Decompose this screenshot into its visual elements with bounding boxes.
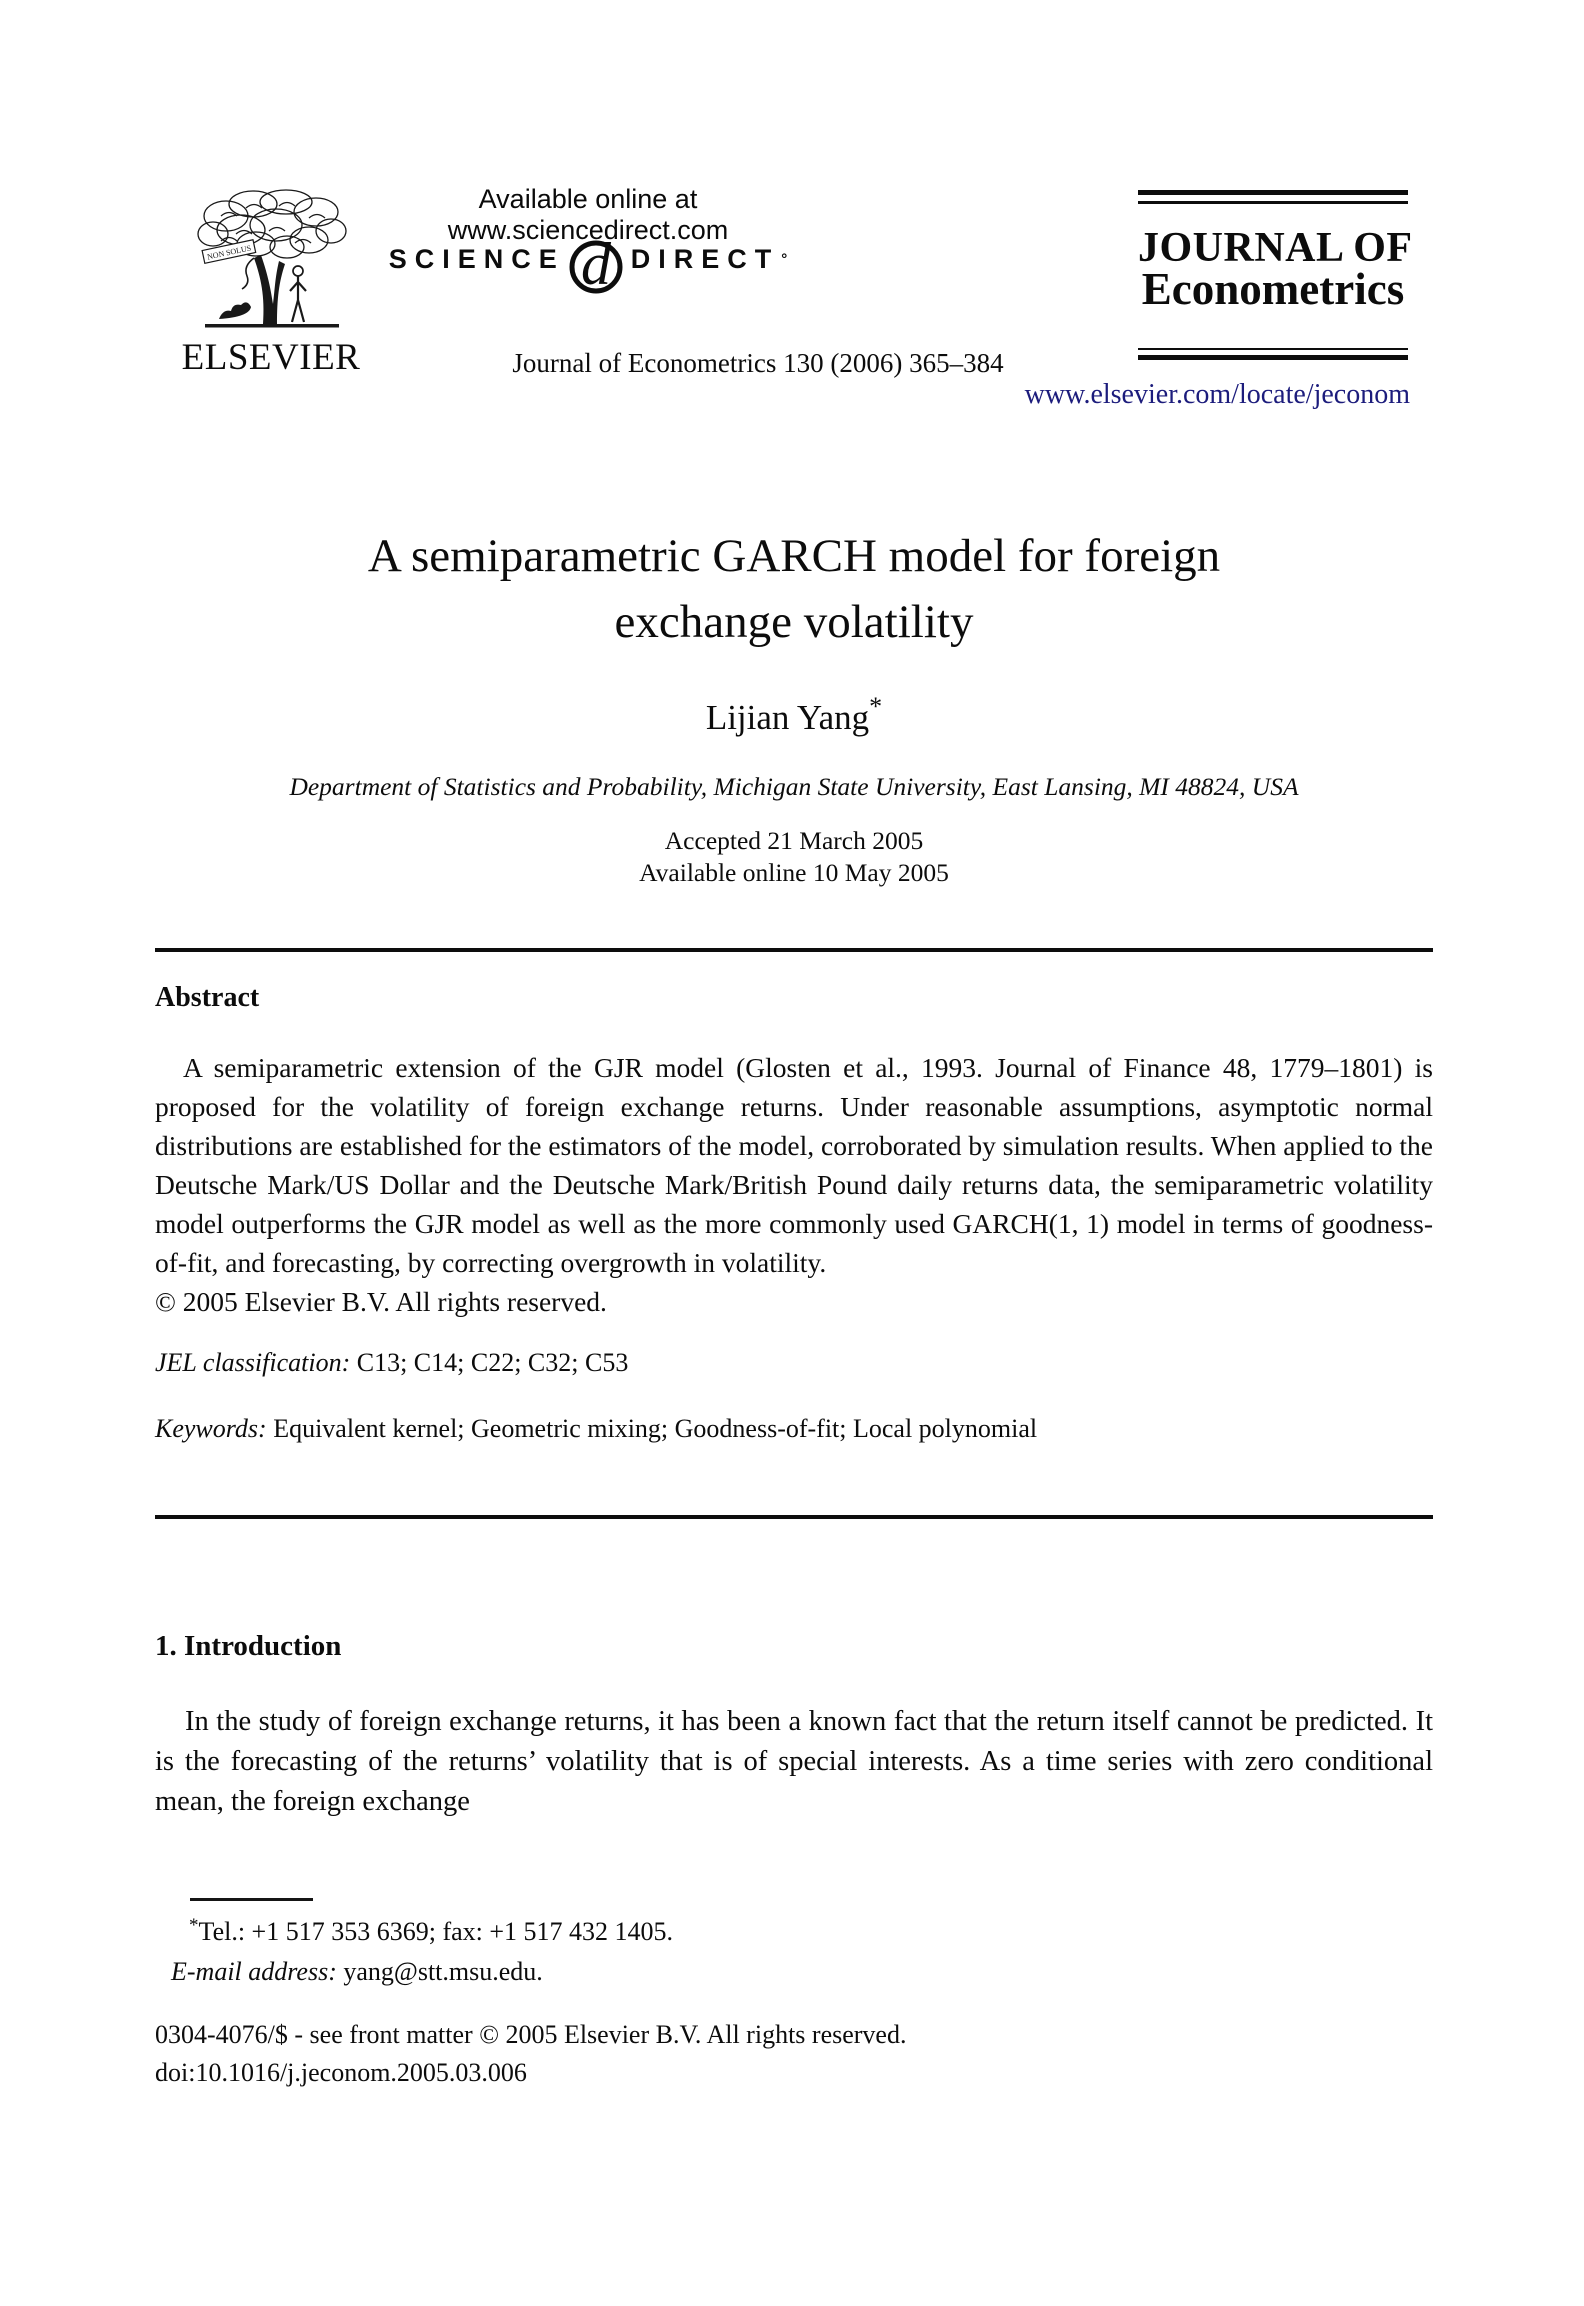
author-name: [155, 692, 1433, 738]
article-title: [155, 523, 1433, 655]
abstract-block: [155, 1048, 1433, 1444]
keywords-bottom-rule: [155, 1515, 1433, 1519]
footnote-rule: [190, 1898, 313, 1901]
footnote-email-line: [155, 1952, 1155, 1992]
masthead-rule-top-thick: [1138, 190, 1408, 195]
footnote-telephone-line: [155, 1906, 1155, 1952]
imprint-block: [155, 2016, 1255, 2092]
jel-label: JEL classification:: [155, 1348, 351, 1377]
masthead-title-line1: JOURNAL OF: [1138, 224, 1413, 271]
author-affiliation: Department of Statistics and Probability, Michigan State University, East Lansing, MI 48824, USA: [289, 772, 1299, 801]
available-online-line: Available online at www.sciencedirect.com: [447, 184, 729, 245]
masthead-rule-bottom-thin: [1138, 348, 1408, 351]
elsevier-logo: [188, 186, 354, 341]
article-title-line2: exchange volatility: [614, 596, 974, 648]
svg-text:d: d: [580, 231, 611, 296]
footnote-mark: *: [189, 1915, 199, 1936]
footnote-block: [155, 1906, 1155, 1992]
journal-homepage-link[interactable]: www.elsevier.com/locate/jeconom: [1024, 379, 1410, 410]
available-online-date-line: Available online 10 May 2005: [639, 858, 949, 887]
masthead-title-line2: Econometrics: [1141, 263, 1405, 314]
abstract-heading: Abstract: [155, 982, 260, 1013]
journal-citation-line: Journal of Econometrics 130 (2006) 365–384: [512, 348, 1004, 378]
issn-copyright-line: 0304-4076/$ - see front matter © 2005 Elsevier B.V. All rights reserved.: [155, 2020, 907, 2049]
doi-line: doi:10.1016/j.jeconom.2005.03.006: [155, 2058, 527, 2087]
sciencedirect-logo: [338, 222, 838, 296]
jel-codes: C13; C14; C22; C32; C53: [356, 1348, 629, 1377]
masthead-rule-top-thin: [1138, 201, 1408, 204]
keywords-list: Equivalent kernel; Geometric mixing; Goodness-of-fit; Local polynomial: [273, 1414, 1038, 1443]
article-title-line1: A semiparametric GARCH model for foreign: [367, 530, 1221, 582]
science-wordmark: SCIENCE: [388, 243, 565, 274]
email-label: E-mail address:: [171, 1957, 337, 1986]
direct-trademark-dot: °: [781, 250, 788, 268]
direct-wordmark: DIRECT: [630, 243, 780, 274]
section-heading-introduction: 1. Introduction: [155, 1630, 342, 1662]
author-name-text: Lijian Yang: [705, 698, 870, 737]
abstract-copyright-line: © 2005 Elsevier B.V. All rights reserved.: [155, 1286, 607, 1317]
abstract-paragraph: A semiparametric extension of the GJR model (Glosten et al., 1993. Journal of Finance 48, 1779–1801) is proposed for the volatility of foreign exchange returns. Under reasonable assumptions, asymptotic normal distributions are established for the estimators of the model, corroborated by simulation results. When applied to the Deutsche Mark/US Dollar and the Deutsche Mark/British Pound daily returns data, the semiparametric volatility model outperforms the GJR model as well as the more commonly used GARCH(1, 1) model in terms of goodness-of-fit, and forecasting, by correcting overgrowth in volatility.: [155, 1052, 1433, 1278]
journal-masthead: [1138, 190, 1413, 360]
non-solus-banner: NON SOLUS: [206, 243, 252, 262]
elsevier-tree-icon: [188, 186, 354, 336]
email-address: yang@stt.msu.edu.: [343, 1957, 543, 1986]
jel-classification-line: [155, 1348, 1433, 1378]
footnote-telephone-text: Tel.: +1 517 353 6369; fax: +1 517 432 1405.: [198, 1917, 674, 1946]
masthead-rule-bottom-thick: [1138, 355, 1408, 360]
circled-d-icon: [567, 222, 629, 296]
abstract-top-rule: [155, 948, 1433, 952]
keywords-label: Keywords:: [155, 1414, 267, 1443]
author-footnote-mark: *: [869, 692, 883, 721]
keywords-line: [155, 1414, 1433, 1444]
introduction-paragraph: In the study of foreign exchange returns, it has been a known fact that the return itself cannot be predicted. It is the forecasting of the returns’ volatility that is of special interests. As a time series with zero conditional mean, the foreign exchange: [155, 1706, 1433, 1817]
elsevier-wordmark: ELSEVIER: [181, 337, 361, 378]
accepted-date-line: Accepted 21 March 2005: [664, 826, 924, 855]
